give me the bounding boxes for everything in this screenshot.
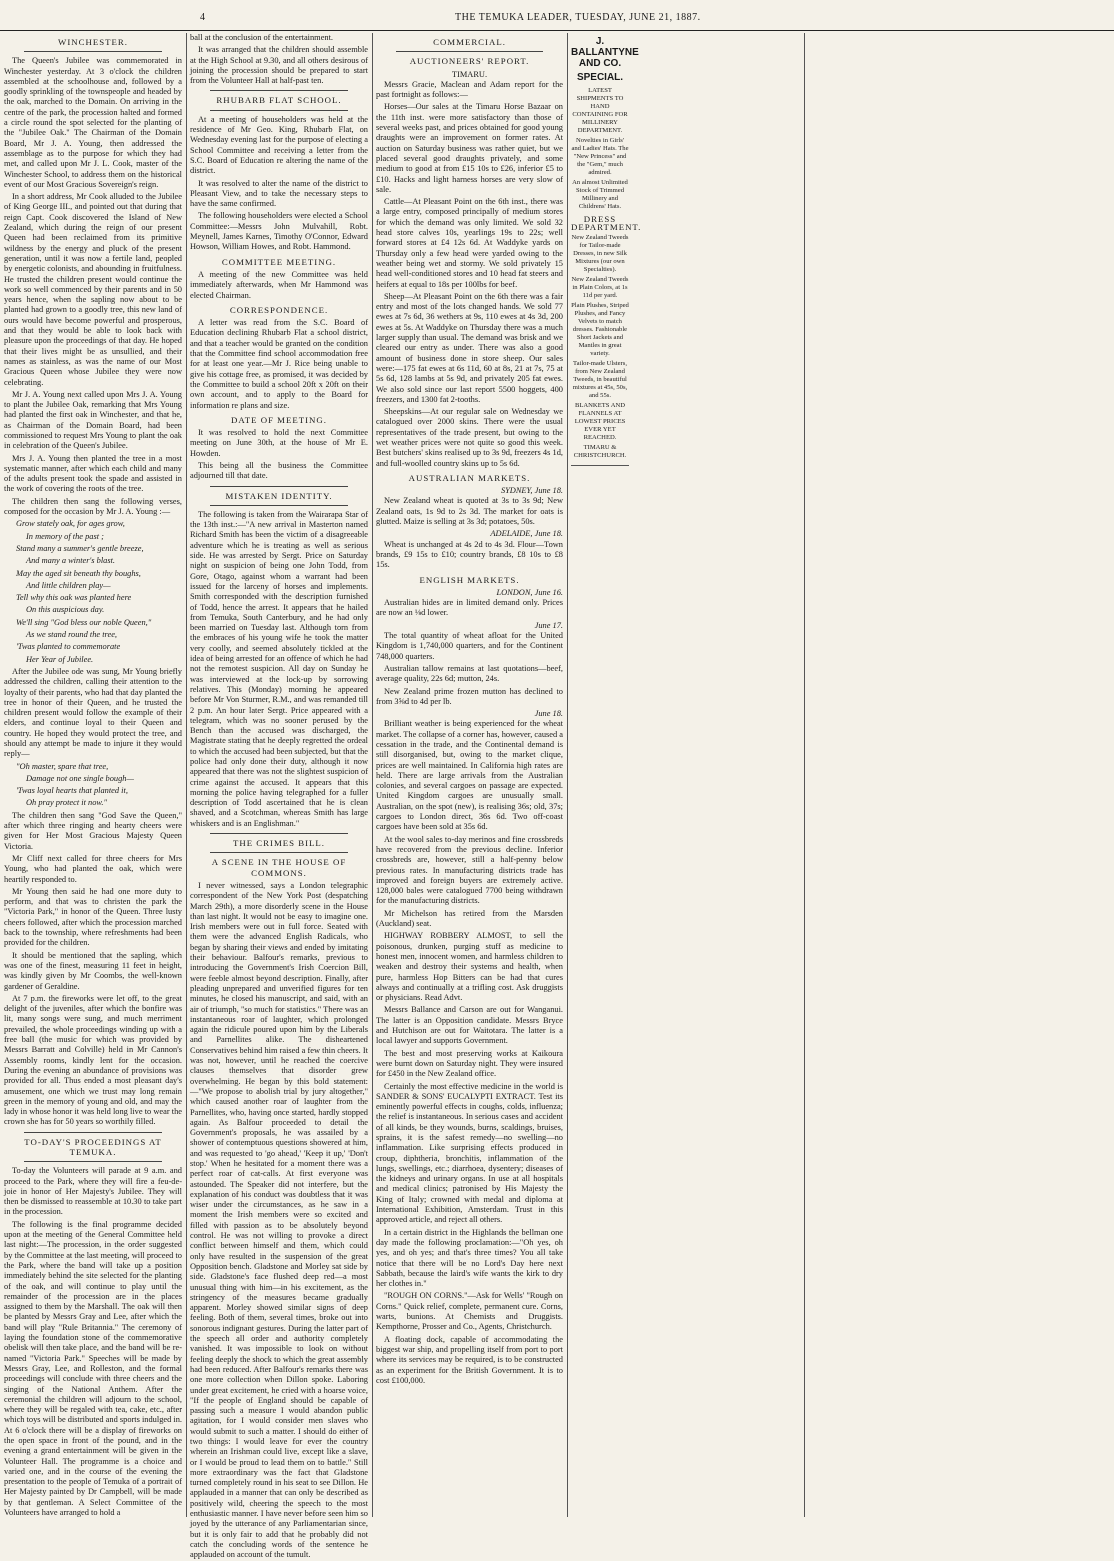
poem-line: And little children play— [26, 580, 111, 590]
poem-line: Damage not one single bough— [26, 773, 134, 783]
dateline: TIMARU. [451, 69, 488, 79]
article-paragraph: New Zealand wheat is quoted at 3s to 3s 9d; New Zealand oats, 1s 9d to 2s 3d. The market for oats is glutted. Maize is selling at 3s 3d; potatoes, 50s. [376, 496, 563, 527]
today-heading: TO-DAY'S PROCEEDINGS AT TEMUKA. [24, 1136, 162, 1157]
newspaper-title: THE TEMUKA LEADER, TUESDAY, JUNE 21, 1887. [455, 12, 701, 23]
dateline: ADELAIDE, June 18. [490, 529, 563, 539]
article-paragraph: To-day the Volunteers will parade at 9 a.m. and proceed to the Park, where they will fire a feu-de-joie in honor of Her Majesty's Jubilee. They will then be dismissed to reassemble at 10.30 to take part in the procession. [4, 1166, 182, 1217]
divider [210, 505, 348, 506]
committee-heading: COMMITTEE MEETING. [221, 256, 337, 267]
article-paragraph: The best and most preserving works at Kaikoura were burnt down on Saturday night. They were insured for £450 in the New Zealand office. [376, 1048, 563, 1079]
poem-line: As we stand round the tree, [26, 630, 118, 640]
divider [210, 90, 348, 91]
article-paragraph: HIGHWAY ROBBERY ALMOST, to sell the poisonous, drunken, purging stuff as medicine to honest men, innocent women, and harmless children to weaken and destroy their systems and health, when pure, harmless Hop Bitters can be had that cures always and continually at a trifling cost. Ask druggists or physicians. Read Advt. [376, 931, 563, 1003]
article-paragraph: The total quantity of wheat afloat for the United Kingdom is 1,740,000 quarters, and for the Continent 748,000 quarters. [376, 631, 563, 661]
divider [24, 51, 162, 52]
divider [24, 1132, 162, 1133]
divider [210, 852, 348, 853]
crimes-heading: THE CRIMES BILL. [233, 838, 325, 849]
article-paragraph: Brilliant weather is being experienced for the wheat market. The collapse of a corner has, however, caused a cessation in the trade, and the Continental demand is still disorganised, but, owing to the market clique, prices are well maintained. In California high rates are held. There are large arrivals from the Australian colonies, and several cargoes on passage are expected. United Kingdom cargoes are unusually small. Australian, on the spot (new), is realising 36s; old, 37s; cargoes to London direct, 36s 6d. Two off-coast cargoes have been sold at 35s 6d. [376, 719, 563, 832]
article-paragraph: In a short address, Mr Cook alluded to the Jubilee of King George III., and pointed out that during that reign Capt. Cook discovered the Island of New Zealand, which during the reign of our present Queen had been reclaimed from its primitive wildness by the energy and pluck of the present generation, until it was now a fertile land, peopled by energetic colonists, and abounding in fruitfulness. He trusted the children present would continue the work so well commenced by their parents and in 50 years hence, when the sapling now about to be planted had grown to a goodly tree, this new land of ours would have become powerful and prosperous, and that they would be able to look back with pleasure upon the proceedings of that day. He hoped that their lives might be as unsullied, and their names as stainless, as was the name of our Most Gracious Queen whose Jubilee they were now celebrating. [4, 192, 182, 387]
commercial-heading: COMMERCIAL. [433, 37, 506, 47]
poem-line: Oh pray protect it now." [26, 798, 107, 808]
article-paragraph: The following householders were elected a School Committee:—Messrs John Mulvahill, Robt. Meynell, James Karnes, Timothy O'Connor, Edward Howson, William Howes, and Robt. Hammond. [190, 211, 368, 252]
correspondence-heading: CORRESPONDENCE. [229, 304, 329, 315]
article-paragraph: The following is the final programme decided upon at the meeting of the General Committee held last night:—The procession, in the order suggested by the Committee at the last meeting, will proceed to the Park, where the band will take up a position immediately behind the site selected for the planting of the oak, and will continue to play until the remainder of the procession are in the places assigned to them by the Marshall. The oak will then be planted by Messrs Gray and Lee, after which the band will play "Rule Britannia." The ceremony of laying the foundation stone of the commemorative obelisk will then take place, and the band will be re-named "Victoria Park." Speeches will be made by Messrs Gray, Lee, and Rolleston, and the formal proceedings will conclude with three cheers and the singing of the National Anthem. After the ceremonial the children will adjourn to the school, where they will be regaled with tea, cake, etc., after which toys will be distributed and sports indulged in. At 6 o'clock there will be a display of fireworks on the open space in front of the pound, and in the evening a grand entertainment will be given in the Volunteer Hall. The programme is a choice and varied one, and in the course of the evening the presentation to the people of Temuka of a portrait of Her Majesty painted by Dr Campbell, will be made by that gentleman. A Select Committee of the Volunteers have arranged to hold a [4, 1219, 182, 1518]
ballantyne-ad [571, 33, 642, 466]
article-paragraph: Mr J. A. Young next called upon Mrs J. A. Young to plant the Jubilee Oak, remarking that Mrs Young had planted the first oak in Winchester, and that he, as Chairman of the Domain Board, had been commissioned to request Mrs Young to plant the oak in celebration of the Queen's Jubilee. [4, 389, 182, 451]
poem-line: May the aged sit beneath thy boughs, [16, 568, 141, 578]
dateline: June 17. [534, 620, 563, 630]
auctioneers-heading: AUCTIONEERS' REPORT. [409, 56, 530, 67]
article-paragraph: Horses—Our sales at the Timaru Horse Bazaar on the 11th inst. were more satisfactory than those of several weeks past, and prices obtained for good young draughts were an improvement on former rates. At auction on Saturday business was rather quiet, but we placed several good draughts privately, and some medium to good at from £15 10s to £26, inferior £5 to £10. Hacks and light harness horses are very slow of sale. [376, 102, 563, 194]
english-markets-heading: ENGLISH MARKETS. [419, 574, 520, 585]
column-rule [186, 33, 187, 1517]
article-paragraph: I never witnessed, says a London telegraphic correspondent of the New York Post (despatching March 29th), a more disorderly scene in the House than last night. It would not be easy to imagine one. Irish members were out in full force. Seated with them were the advanced English Radicals, who began by sharing their views and ended by imitating their behaviour. Balfour's remarks, previous to introducing the Government's Irish Coercion Bill, were feeble almost beyond description. Finally, after pleading unprepared and unverified figures for ten minutes, he closed his manuscript, and said, with an air of triumph, "so much for statistics." There was an instantaneous roar of laughter, which prolonged again the ridicule poured upon him by the Liberals and Parnellites alike. The disheartened Conservatives behind him raised a few thin cheers. It was not, however, until he reached the coercive clauses themselves that disorder grew overwhelming. He began by this bold statement:—"We propose to abolish trial by jury altogether," which caused another roar of laughter from the Parnellites, who, having once started, hardly stopped again. As Balfour proceeded to detail the Government's proposals, he was assailed by a shower of contemptuous questions showered at him, and was requested to 'go ahead,' 'Keep it up,' 'Don't stop.' When he hesitated for a moment there was a perfect roar of cat-calls. At first everyone was astounded. The Speaker did not interfere, but the explanation of his conduct was doubtless that it was wiser under the circumstances, as he saw in a moment the Irish members were so excited and filled with passion as to be absolutely beyond control. He was not willing to provoke a direct conflict between himself and them, which could only have resulted in the suspension of the great Opposition bench. Gladstone and Morley sat side by side. Gladstone's face flushed deep red—a most unusual thing with him—in his excitement, as the stringency of the measures became gradually apparent. Morley showed similar signs of deep feeling. Both of them, several times, broke out into sonorous indignant gestures. During the latter part of the speech all order and authority completely vanished. It was impossible to look on without feeling deeply the shock to which the great assembly had been reduced. After Balfour's remarks there was one more collection when Dillon spoke. Laboring under great excitement, he cried with a hoarse voice, "If the people of England should be capable of passing such a measure I would abandon public agitation, for I would consider men slaves who would submit to such a matter. I should do either of two things: I would leave for ever the country wherein an Irishman could live, except like a slave, or I would be proud to lead them on to battle." Still more extraordinary was the fact that Gladstone turned completely round in his seat to see Dillon. He applauded in a manner that can only be described as positively wild, cheering the speech to the most enthusiastic manner. I have never before seen him so joyed by the utterance of any Parliamentarian since, but it is only fair to add that he probably did not catch the concluding words of the sentence he applauded on account of the tumult. [190, 880, 368, 1560]
ad-text: Plain Plushes, Striped Plushes, and Fancy Velvets to match dresses. Fashionable Short Jackets and Mantles in great variety. [571, 302, 629, 357]
ballantyne-name: J. BALLANTYNE AND CO. [571, 36, 639, 69]
article-paragraph: The Queen's Jubilee was commemorated in Winchester yesterday. At 3 o'clock the children assembled at the schoolhouse and, followed by a goodly sprinkling of the townspeople and headed by the oak, marched to the Domain. On arriving in the centre of the park, the procession halted and formed a circle round the spot selected for the planting of the "Jubilee Oak." The Chairman of the Domain Board, Mr J. A. Young, then addressed the assemblage as to the purpose for which they had met, and called upon Mr J. L. Cook, master of the Winchester School, to address them on the historical event of our Most Gracious Sovereign's reign. [4, 56, 182, 189]
column-4-ads [571, 33, 642, 1517]
article-paragraph: At the wool sales to-day merinos and fine crossbreds have recovered from the previous decline. Inferior crossbreds are, however, still a half-penny below previous rates. In manufacturing districts trade has improved and foreign buyers are extremely active. 128,000 bales were catalogued 7700 being withdrawn for the manufacturing districts. [376, 834, 563, 906]
article-paragraph: Mr Michelson has retired from the Marsden (Auckland) seat. [376, 908, 563, 929]
article-paragraph: Australian hides are in limited demand only. Prices are now an ⅛d lower. [376, 598, 563, 618]
dress-department-heading: DRESS DEPARTMENT. [571, 214, 642, 232]
poem-line: And many a winter's blast. [26, 556, 116, 566]
article-paragraph: This being all the business the Committee adjourned till that date. [190, 460, 368, 481]
poem-line: We'll sing "God bless our noble Queen," [16, 617, 152, 627]
article-paragraph: It should be mentioned that the sapling, which was one of the finest, measuring 11 feet in height, was kindly given by Mr Coombs, the well-known gardener of Geraldine. [4, 950, 182, 991]
mistaken-heading: MISTAKEN IDENTITY. [225, 490, 333, 501]
article-paragraph: The children then sang "God Save the Queen," after which three ringing and hearty cheers were given for Her Most Gracious Majesty Queen Victoria. [4, 810, 182, 851]
ad-text: Novelties in Girls' and Ladies' Hats. The "New Princess" and the "Gem," much admired. [571, 137, 629, 176]
article-paragraph: Mr Young then said he had one more duty to perform, and that was to christen the park the "Victoria Park," in honor of the Queen. Three lusty cheers followed, after which the procession marched back to the township, where refreshments had been provided for the children. [4, 886, 182, 948]
ad-text: LATEST SHIPMENTS TO HAND CONTAINING FOR MILLINERY DEPARTMENT. [572, 87, 628, 134]
poem-line: "Oh master, spare that tree, [16, 761, 109, 771]
poem-line: 'Twas planted to commemorate [16, 642, 121, 652]
dateline: LONDON, June 16. [496, 587, 563, 597]
divider [24, 1161, 162, 1162]
article-paragraph: Messrs Gracie, Maclean and Adam report for the past fortnight as follows:— [376, 79, 563, 100]
article-paragraph: New Zealand prime frozen mutton has declined to from 3⅝d to 4d per lb. [376, 686, 563, 706]
poem-line: 'Twas loyal hearts that planted it, [16, 786, 128, 796]
column-rule [804, 33, 805, 1517]
divider [396, 51, 543, 52]
masthead [0, 0, 1114, 31]
article-paragraph: The children then sang the following verses, composed for the occasion by Mr J. A. Young :— [4, 496, 182, 517]
article-paragraph: It was arranged that the children should assemble at the High School at 9.30, and all others desirous of joining the procession should be prepared to start from the Volunteer Hall at half-past ten. [190, 45, 368, 86]
article-paragraph: Wheat is unchanged at 4s 2d to 4s 3d. Flour—Town brands, £9 15s to £10; country brands, £8 10s to £8 15s. [376, 539, 563, 570]
poem-line: Stand many a summer's gentle breeze, [16, 543, 144, 553]
column-2 [190, 33, 368, 1560]
article-paragraph: Messrs Ballance and Carson are out for Wanganui. The latter is an Opposition candidate. Messrs Bryce and Hutchison are out for Waitotara. The latter is a local lawyer and supports Government. [376, 1005, 563, 1046]
date-heading: DATE OF MEETING. [231, 414, 327, 425]
column-rule [372, 33, 373, 1517]
poem-line: Tell why this oak was planted here [16, 593, 132, 603]
divider [210, 486, 348, 487]
column-3 [376, 33, 563, 1517]
page-number: 4 [200, 12, 205, 23]
column-1 [4, 33, 182, 1517]
divider [210, 110, 348, 111]
poem-line: In memory of the past ; [26, 531, 104, 541]
australian-markets-heading: AUSTRALIAN MARKETS. [408, 472, 531, 483]
article-paragraph: Mr Cliff next called for three cheers for Mrs Young, who had planted the oak, which were heartily responded to. [4, 853, 182, 884]
article-paragraph: In a certain district in the Highlands the bellman one day made the following proclamation:—"Oh yes, oh yes, and oh yes; and that's three times? You all take notice that there will be no Lord's Day here next Sabbath, because the laird's wife wants the kirk to dry her clothes in." [376, 1227, 563, 1289]
special-heading: SPECIAL. [576, 72, 624, 83]
dateline: June 18. [534, 709, 563, 719]
poem-line: Her Year of Jubilee. [26, 654, 94, 664]
poem-line: On this auspicious day. [26, 605, 105, 615]
article-paragraph: Mrs J. A. Young then planted the tree in a most systematic manner, after which each child and many of the adults present took the spade and assisted in the work of covering the roots of the tree. [4, 453, 182, 494]
article-paragraph: A floating dock, capable of accommodating the biggest war ship, and propelling itself from port to port where its services may be required, is to be constructed as an experiment for the British Government. It is to cost £100,000. [376, 1334, 563, 1385]
dateline: SYDNEY, June 18. [500, 486, 563, 496]
article-paragraph: Certainly the most effective medicine in the world is SANDER & SONS' EUCALYPTI EXTRACT. Test its eminently powerful effects in coughs, colds, influenza; the relief is instantaneous. In serious cases and accident of all kinds, be they wounds, burns, scaldings, bruises, sprains, it is the safest remedy—no swelling—no inflammation. Like surprising effects produced in croup, diphtheria, bronchitis, inflammation of the lungs, swellings, etc.; diarrhoea, dysentery; diseases of the kidneys and urinary organs. In use at all hospitals and medical clinics; patronised by His Majesty the King of Italy; crowned with medal and diploma at International Exhibition, Amsterdam. Trust in this approved article, and reject all others. [376, 1081, 563, 1225]
divider [210, 833, 348, 834]
article-paragraph: Australian tallow remains at last quotations—beef, average quality, 22s 6d; mutton, 24s. [376, 663, 563, 684]
article-paragraph: Cattle—At Pleasant Point on the 6th inst., there was a large entry, composed principally of medium stores for which the demand was only limited. We sold 32 head store calves 10s, yearlings 19s to 22s; well forward stores at £4 12s 6d. At Waddyke yards on Thursday only a few head were yarded owing to the weather being wet and stormy. We sold privately 15 head well-conditioned stores and 10 head fat steers and heifers at equal to 18s per 100lbs for beef. [376, 197, 563, 289]
article-paragraph: A meeting of the new Committee was held immediately afterwards, when Mr Hammond was elected Chairman. [190, 269, 368, 300]
crimes-subheading: A SCENE IN THE HOUSE OF COMMONS. [211, 857, 347, 878]
article-paragraph: "ROUGH ON CORNS."—Ask for Wells' "Rough on Corns." Quick relief, complete, permanent cure. Corns, warts, bunions. At Chemists and Druggists. Kempthorne, Prosser and Co., Agents, Christchurch. [376, 1291, 563, 1332]
article-paragraph: At a meeting of householders was held at the residence of Mr Geo. King, Rhubarb Flat, on Wednesday evening last for the purpose of electing a School Committee and receiving a letter from the S.C. Board of Education re altering the name of the district. [190, 114, 368, 176]
poem-line: Grow stately oak, for ages grow, [16, 519, 125, 529]
winchester-heading: WINCHESTER. [58, 37, 128, 47]
article-paragraph: Sheep—At Pleasant Point on the 6th there was a fair entry and most of the lots changed hands. We sold 77 ewes at 7s 6d, 36 wethers at 9s, 110 ewes at 4s 3d, 200 ewes at 5s. At Waddyke on Thursday there was a much larger supply than usual. The demand was brisk and we cleared our entry as under. There was also a good amount of business done in store sheep. Our sales were:—175 fat ewes at 6s 11d, 60 at 8s, 21 at 7s, 75 at 5s 6d, 128 lambs at 5s 9d, and privately 205 fat ewes. We also sold since our last report 5500 hoggets, 400 freezers, and 1300 fat 2-tooths. [376, 291, 563, 404]
ad-text: New Zealand Tweeds in Plain Colors, at 1s 11d per yard. [571, 276, 629, 299]
quoted-verse [4, 762, 182, 809]
ad-location: TIMARU & CHRISTCHURCH. [573, 444, 627, 459]
article-paragraph: ball at the conclusion of the entertainment. [190, 33, 334, 42]
jubilee-poem [4, 519, 182, 665]
article-paragraph: It was resolved to hold the next Committee meeting on June 30th, at the house of Mr E. Howden. [190, 428, 368, 458]
article-paragraph: At 7 p.m. the fireworks were let off, to the great delight of the juveniles, after which the bonfire was lit, many songs were sung, and much merriment prevailed, the whole proceedings winding up with a free ball (the music for which was provided by Messrs Barratt and Colville) held in Mr Cannon's Assembly rooms, kindly lent for the occasion. During the evening an abundance of provisions was provided for all. Thus ended a most pleasant day's amusement, one which we trust may long remain green in the memory of young and old, and may the lady in whose honor it was held long live to wear the crown she has for 50 years so worthily filled. [4, 993, 182, 1127]
ad-text: BLANKETS AND FLANNELS AT LOWEST PRICES EVER YET REACHED. [574, 402, 626, 441]
ad-text: Tailor-made Ulsters, from New Zealand Tweeds, in beautiful mixtures at 45s, 50s, and 55s. [572, 360, 628, 399]
ad-text: An almost Unlimited Stock of Trimmed Millinery and Childrens' Hats. [572, 179, 628, 210]
article-paragraph: Sheepskins—At our regular sale on Wednesday we catalogued over 2000 skins. There were the usual representatives of the trade present, but owing to the wet weather prices were not quite so good this week. Best butchers' skins realised up to 3s 9d, freezers 4s 1d, and full-woolled country skins up to 5s 6d. [376, 407, 563, 468]
article-paragraph: A letter was read from the S.C. Board of Education declining Rhubarb Flat a school district, and that a teacher would be granted on the condition that the Committee find school accommodation free for at least one year.—Mr J. Rice being unable to give his cottage free, as promised, it was decided by the Committee to build a school 20ft x 20ft on their own account, and to apply to the Board for information re plans and size. [190, 318, 368, 410]
rhubarb-heading: RHUBARB FLAT SCHOOL. [216, 95, 342, 106]
article-paragraph: It was resolved to alter the name of the district to Pleasant View, and to take the necessary steps to have the same confirmed. [190, 178, 368, 209]
article-paragraph: After the Jubilee ode was sung, Mr Young briefly addressed the children, calling their attention to the loyalty of their parents, who had that day planted the tree in honor of their Queen, and he trusted the children present would follow the example of their elders, and continue loyal to their Queen and country. He hoped they would protect the tree, and should any attempt be made to injure it they would reply— [4, 666, 182, 759]
article-paragraph: The following is taken from the Wairarapa Star of the 13th inst.:—"A new arrival in Masterton named Richard Smith has been the victim of a disagreeable adventure which he is treating as well as serious side. He was arrested by Sergt. Price on Saturday night on suspicion of being one John Todd, from Gore, Otago, against whom a warrant had been issued for the larceny of horses and implements. Smith corresponded with the description furnished of Todd, hence the arrest. It appears that he hailed from Temuka, South Canterbury, and he had only been married on Tuesday last. Although torn from the embraces of his young wife he took the matter very coolly, and seemed absolutely tickled at the idea of being arrested for an offence of which he had not the remotest suspicion. All day on Sunday he was interviewed at the lock-up by sorrowing relatives. This (Monday) morning he appeared before Mr Von Sturmer, R.M., and was remanded till 2 p.m. An hour later Sergt. Price appeared with a telegram, which was no sooner perused by the Bench than the accused was discharged, the Magistrate stating that he deeply regretted the ordeal to which the accused had been subjected, but that the police had only done their duty, although it now appeared that there was not the slightest suspicion of crime against the accused. It appears that this morning the police having telegraphed for a fuller description of Todd ascertained that he is clean shaved, and a Scotchman, whereas Smith has large whiskers and is an Englishman." [190, 509, 368, 828]
ad-text: New Zealand Tweeds for Tailor-made Dresses, in new Silk Mixtures (our own Specialties). [571, 234, 629, 273]
